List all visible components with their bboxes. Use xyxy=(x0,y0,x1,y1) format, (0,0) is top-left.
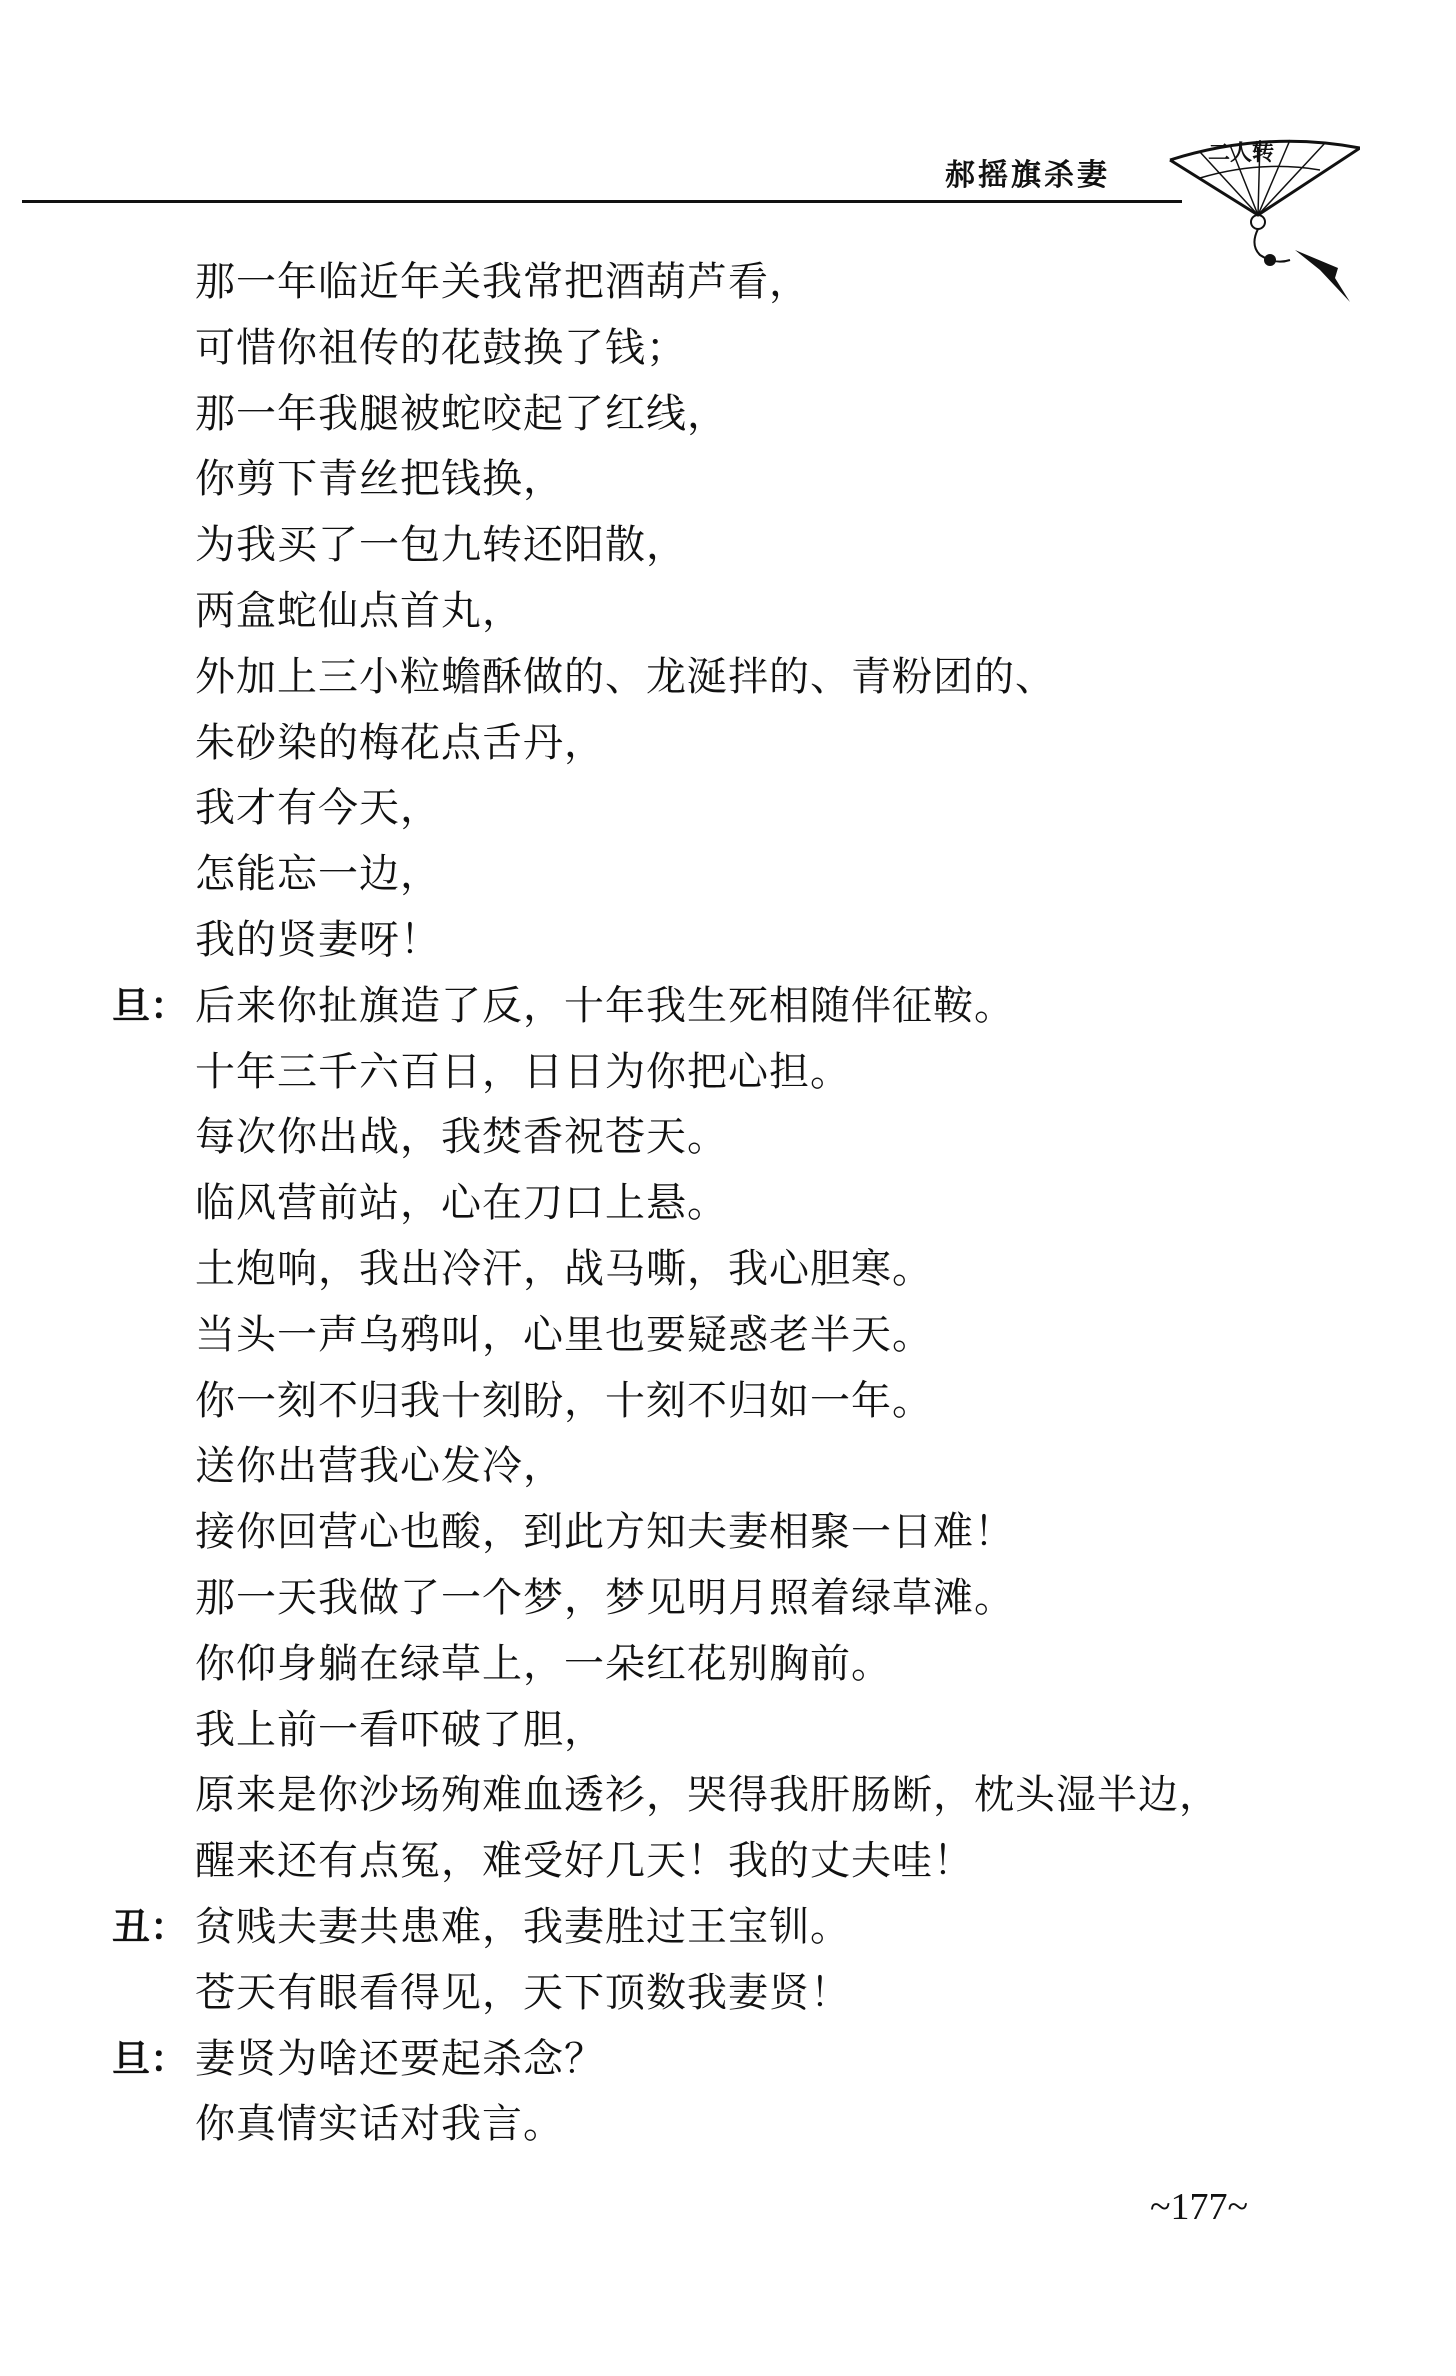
line-text: 为我买了一包九转还阳散， xyxy=(195,522,687,569)
script-line xyxy=(0,2027,1456,2093)
script-line xyxy=(0,974,1456,1040)
script-line xyxy=(0,513,1456,579)
line-text: 你真情实话对我言。 xyxy=(195,2101,564,2148)
line-text: 你一刻不归我十刻盼，十刻不归如一年。 xyxy=(195,1377,933,1424)
script-line xyxy=(0,1632,1456,1698)
line-text: 送你出营我心发冷， xyxy=(195,1443,564,1490)
script-line xyxy=(0,1237,1456,1303)
line-text: 接你回营心也酸，到此方知夫妻相聚一日难！ xyxy=(195,1509,1015,1556)
line-text: 我才有今天， xyxy=(195,785,441,832)
line-text: 临风营前站，心在刀口上悬。 xyxy=(195,1180,728,1227)
line-text: 那一年临近年关我常把酒葫芦看， xyxy=(195,259,810,305)
line-text: 每次你出战，我焚香祝苍天。 xyxy=(195,1114,728,1161)
line-text: 十年三千六百日，日日为你把心担。 xyxy=(195,1048,851,1095)
line-text: 怎能忘一边， xyxy=(195,851,441,898)
line-text: 我的贤妻呀！ xyxy=(195,916,441,963)
speaker-role-label: 旦： xyxy=(112,2036,189,2081)
page-number: ~177~ xyxy=(1150,2186,1249,2228)
script-line xyxy=(0,1369,1456,1435)
line-text: 后来你扯旗造了反，十年我生死相随伴征鞍。 xyxy=(195,982,1015,1029)
script-line xyxy=(0,1829,1456,1895)
line-text: 那一天我做了一个梦，梦见明月照着绿草滩。 xyxy=(195,1574,1015,1621)
line-text: 土炮响，我出冷汗，战马嘶，我心胆寒。 xyxy=(195,1245,933,1292)
speaker-role-label: 丑： xyxy=(112,1904,189,1949)
script-line xyxy=(0,1434,1456,1500)
line-text: 你仰身躺在绿草上，一朵红花别胸前。 xyxy=(195,1640,892,1687)
script-line xyxy=(0,1895,1456,1961)
line-text: 外加上三小粒蟾酥做的、龙涎拌的、青粉团的、 xyxy=(195,653,1056,700)
script-line xyxy=(0,579,1456,645)
line-text: 当头一声乌鸦叫，心里也要疑惑老半天。 xyxy=(195,1311,933,1358)
line-text: 可惜你祖传的花鼓换了钱； xyxy=(195,324,687,371)
fan-label: 二人转 xyxy=(1208,141,1275,166)
script-body xyxy=(0,250,1456,2158)
script-line xyxy=(0,2092,1456,2158)
line-text: 两盒蛇仙点首丸， xyxy=(195,587,523,634)
script-line xyxy=(0,1040,1456,1106)
script-line xyxy=(0,711,1456,777)
script-line xyxy=(0,447,1456,513)
header-rule xyxy=(22,200,1182,203)
line-text: 贫贱夫妻共患难，我妻胜过王宝钏。 xyxy=(195,1903,851,1950)
speaker-role-label: 旦： xyxy=(112,983,189,1028)
script-line xyxy=(0,316,1456,382)
script-line xyxy=(0,1171,1456,1237)
line-text: 醒来还有点冤，难受好几天！我的丈夫哇！ xyxy=(195,1838,974,1885)
line-text: 你剪下青丝把钱换， xyxy=(195,456,564,503)
script-line xyxy=(0,1698,1456,1764)
line-text: 原来是你沙场殉难血透衫，哭得我肝肠断，枕头湿半边， xyxy=(195,1772,1220,1819)
line-text: 妻贤为啥还要起杀念？ xyxy=(195,2035,605,2082)
script-line xyxy=(0,1303,1456,1369)
script-line xyxy=(0,382,1456,448)
line-text: 朱砂染的梅花点舌丹， xyxy=(195,719,605,766)
script-line xyxy=(0,1763,1456,1829)
line-text: 苍天有眼看得见，天下顶数我妻贤！ xyxy=(195,1969,851,2016)
script-line xyxy=(0,1500,1456,1566)
script-line xyxy=(0,908,1456,974)
running-header-title: 郝摇旗杀妻 xyxy=(945,158,1110,193)
line-text: 我上前一看吓破了胆， xyxy=(195,1706,605,1753)
script-line xyxy=(0,776,1456,842)
script-line xyxy=(0,645,1456,711)
line-text: 那一年我腿被蛇咬起了红线， xyxy=(195,390,728,437)
script-line xyxy=(0,1105,1456,1171)
script-line xyxy=(0,1961,1456,2027)
script-line xyxy=(0,250,1456,316)
script-line xyxy=(0,842,1456,908)
script-line xyxy=(0,1566,1456,1632)
